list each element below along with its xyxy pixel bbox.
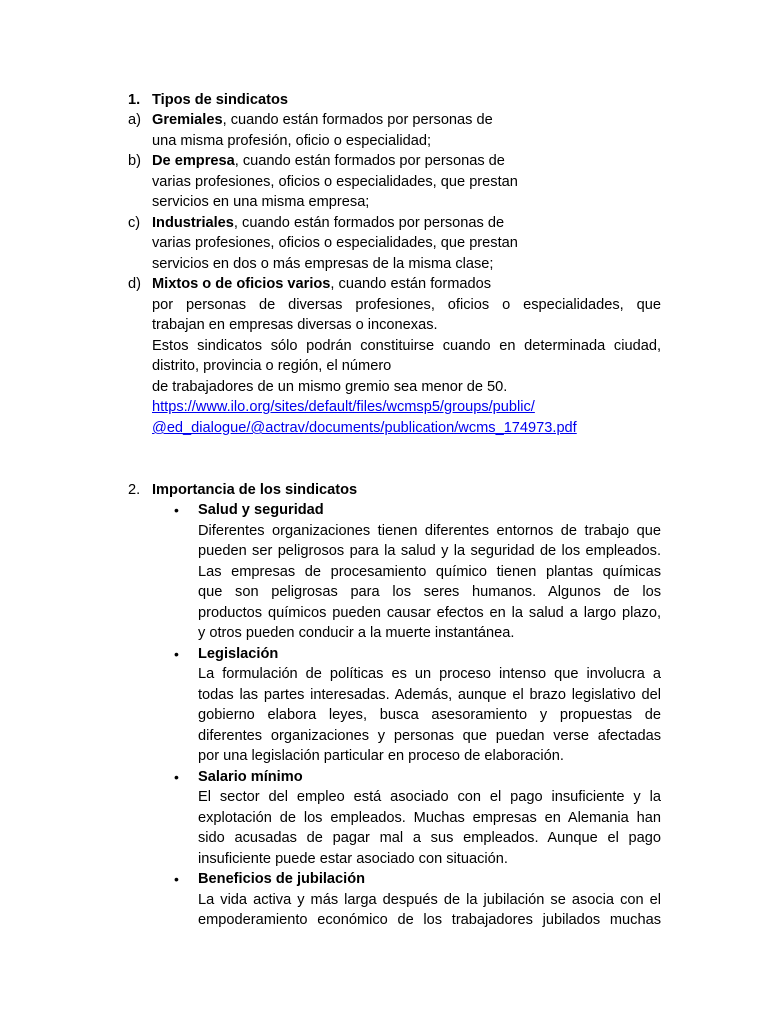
- bullet-line: gobierno elabora leyes, busca asesoramiento y propuestas de: [198, 707, 661, 723]
- list-item-term: De empresa: [152, 153, 235, 169]
- bullet-line: diferentes organizaciones y personas que puedan verse afectadas: [198, 728, 661, 744]
- bullet-heading: Beneficios de jubilación: [198, 871, 366, 887]
- list-item-term: Gremiales: [152, 112, 223, 128]
- bullet-heading: Salario mínimo: [198, 769, 303, 785]
- section-title: Importancia de los sindicatos: [152, 482, 358, 498]
- list-item-line: Estos sindicatos sólo podrán constituirse cuando en determinada ciudad,: [152, 338, 661, 354]
- bullet-line: El sector del empleo está asociado con el pago insuficiente y la: [198, 789, 661, 805]
- bullet-icon: •: [174, 769, 179, 785]
- list-item-line: una misma profesión, oficio o especialidad;: [152, 133, 432, 149]
- bullet-icon: •: [174, 871, 179, 887]
- bullet-line: que son peligrosas para los seres humanos. Algunos de los: [198, 584, 661, 600]
- bullet-heading: Salud y seguridad: [198, 502, 324, 518]
- list-item-line: por personas de diversas profesiones, oficios o especialidades, que: [152, 297, 661, 313]
- bullet-line: La formulación de políticas es un proceso intenso que involucra a: [198, 666, 661, 682]
- reference-link[interactable]: @ed_dialogue/@actrav/documents/publication/wcms_174973.pdf: [152, 420, 577, 436]
- bullet-line: explotación de los empleados. Muchas empresas en Alemania han: [198, 810, 661, 826]
- list-item-line: servicios en dos o más empresas de la misma clase;: [152, 256, 494, 272]
- list-item-line: de trabajadores de un mismo gremio sea menor de 50.: [152, 379, 508, 395]
- bullet-line: La vida activa y más larga después de la jubilación se asocia con el: [198, 892, 661, 908]
- bullet-line: Diferentes organizaciones tienen diferentes entornos de trabajo que: [198, 523, 661, 539]
- list-item-line: trabajan en empresas diversas o inconexas.: [152, 317, 438, 333]
- bullet-line: insuficiente puede estar asociado con situación.: [198, 851, 508, 867]
- list-item-first-line: Mixtos o de oficios varios, cuando están formados: [152, 276, 492, 292]
- list-item-first-line: Gremiales, cuando están formados por personas de: [152, 112, 493, 128]
- bullet-line: y otros pueden conducir a la muerte instantánea.: [198, 625, 515, 641]
- section-number: 1.: [128, 92, 141, 108]
- list-item-term: Mixtos o de oficios varios: [152, 276, 331, 292]
- bullet-line: todas las partes interesadas. Además, aunque el brazo legislativo del: [198, 687, 661, 703]
- list-marker: c): [128, 215, 141, 231]
- list-item-line: varias profesiones, oficios o especialidades, que prestan: [152, 174, 518, 190]
- list-item-line: varias profesiones, oficios o especialidades, que prestan: [152, 235, 518, 251]
- list-marker: b): [128, 153, 141, 169]
- list-marker: d): [128, 276, 141, 292]
- bullet-icon: •: [174, 502, 179, 518]
- bullet-line: Las empresas de procesamiento químico tienen plantas químicas: [198, 564, 661, 580]
- bullet-line: por una legislación particular en proceso de elaboración.: [198, 748, 564, 764]
- reference-link-line-1[interactable]: [152, 397, 535, 418]
- bullet-heading: Legislación: [198, 646, 279, 662]
- bullet-line: productos químicos pueden causar efectos en la salud a largo plazo,: [198, 605, 661, 621]
- list-item-term: Industriales: [152, 215, 234, 231]
- list-item-first-line: De empresa, cuando están formados por personas de: [152, 153, 505, 169]
- bullet-icon: •: [174, 646, 179, 662]
- section-number: 2.: [128, 482, 141, 498]
- bullet-line: sido acusadas de pagar mal a sus empleados. Aunque el pago: [198, 830, 661, 846]
- bullet-line: empoderamiento económico de los trabajadores jubilados muchas: [198, 912, 661, 928]
- bullet-line: pueden ser peligrosos para la salud y la seguridad de los empleados.: [198, 543, 661, 559]
- section-title: Tipos de sindicatos: [152, 92, 288, 108]
- reference-link[interactable]: https://www.ilo.org/sites/default/files/wcmsp5/groups/public/: [152, 399, 535, 415]
- list-marker: a): [128, 112, 141, 128]
- list-item-first-line: Industriales, cuando están formados por personas de: [152, 215, 505, 231]
- reference-link-line-2[interactable]: [152, 418, 577, 439]
- list-item-line: distrito, provincia o región, el número: [152, 358, 392, 374]
- list-item-line: servicios en una misma empresa;: [152, 194, 370, 210]
